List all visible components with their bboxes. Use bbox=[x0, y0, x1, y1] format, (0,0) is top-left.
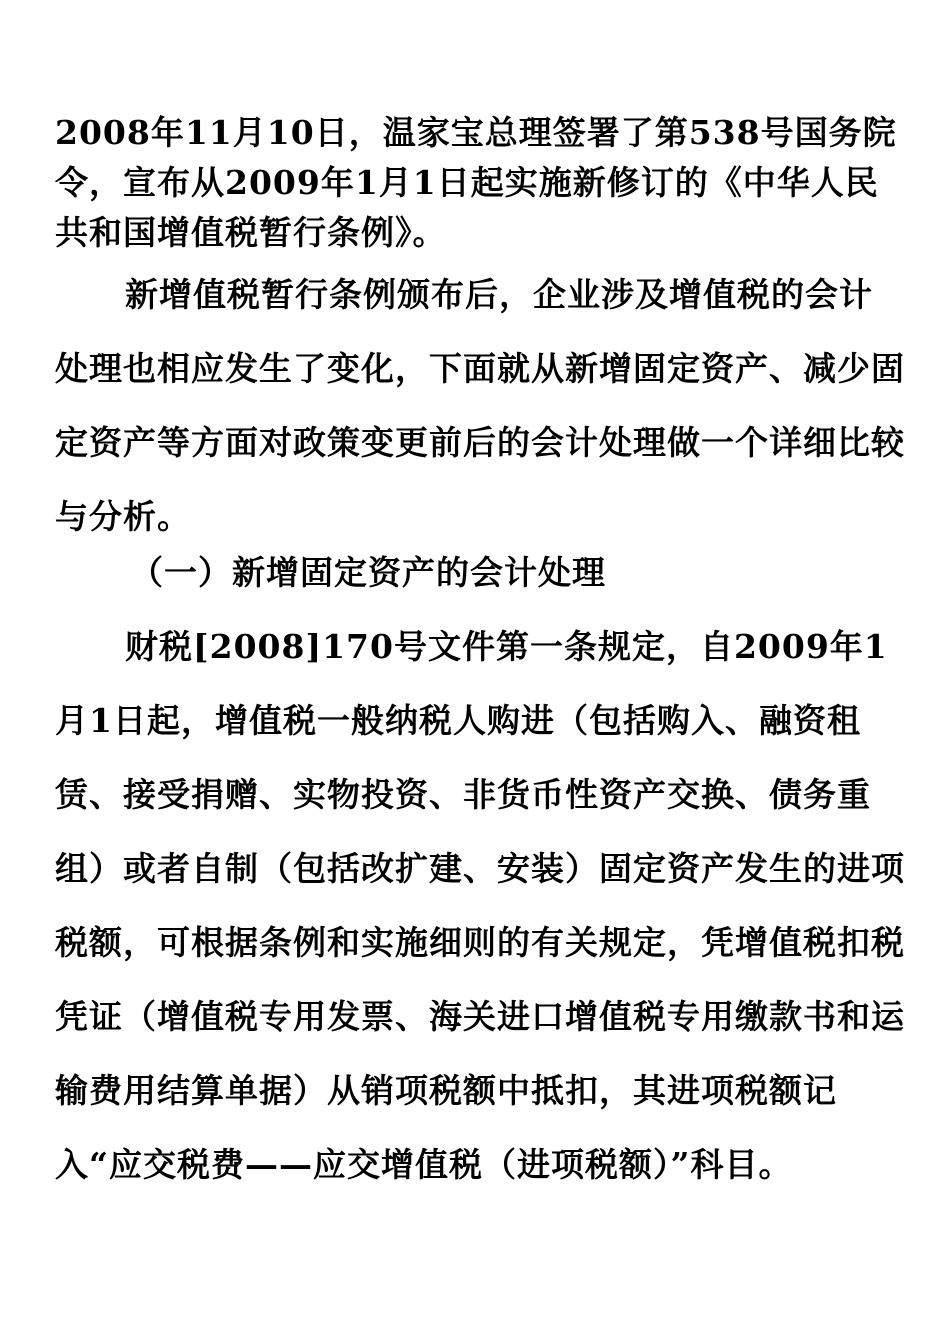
paragraph-regulation: 财税[2008]170号文件第一条规定，自2009年1月1日起，增值税一般纳税人购进（包括购入、融资租赁、接受捐赠、实物投资、非货币性资产交换、债务重组）或者自制（包括改扩建、安装）固定资产发生的进项税额，可根据条例和实施细则的有关规定，凭增值税扣税凭证（增值税专用发票、海关进口增值税专用缴款书和运输费用结算单据）从销项税额中抵扣，其进项税额记入“应交税费——应交增值税（进项税额）”科目。 bbox=[55, 627, 905, 1184]
paragraph-overview: 新增值税暂行条例颁布后，企业涉及增值税的会计处理也相应发生了变化，下面就从新增固定资产、减少固定资产等方面对政策变更前后的会计处理做一个详细比较与分析。 bbox=[55, 275, 905, 536]
section-heading: （一）新增固定资产的会计处理 bbox=[130, 553, 606, 592]
paragraph-intro: 2008年11月10日，温家宝总理签署了第538号国务院令，宣布从2009年1月1日起实施新修订的《中华人民共和国增值税暂行条例》。 bbox=[55, 113, 897, 252]
